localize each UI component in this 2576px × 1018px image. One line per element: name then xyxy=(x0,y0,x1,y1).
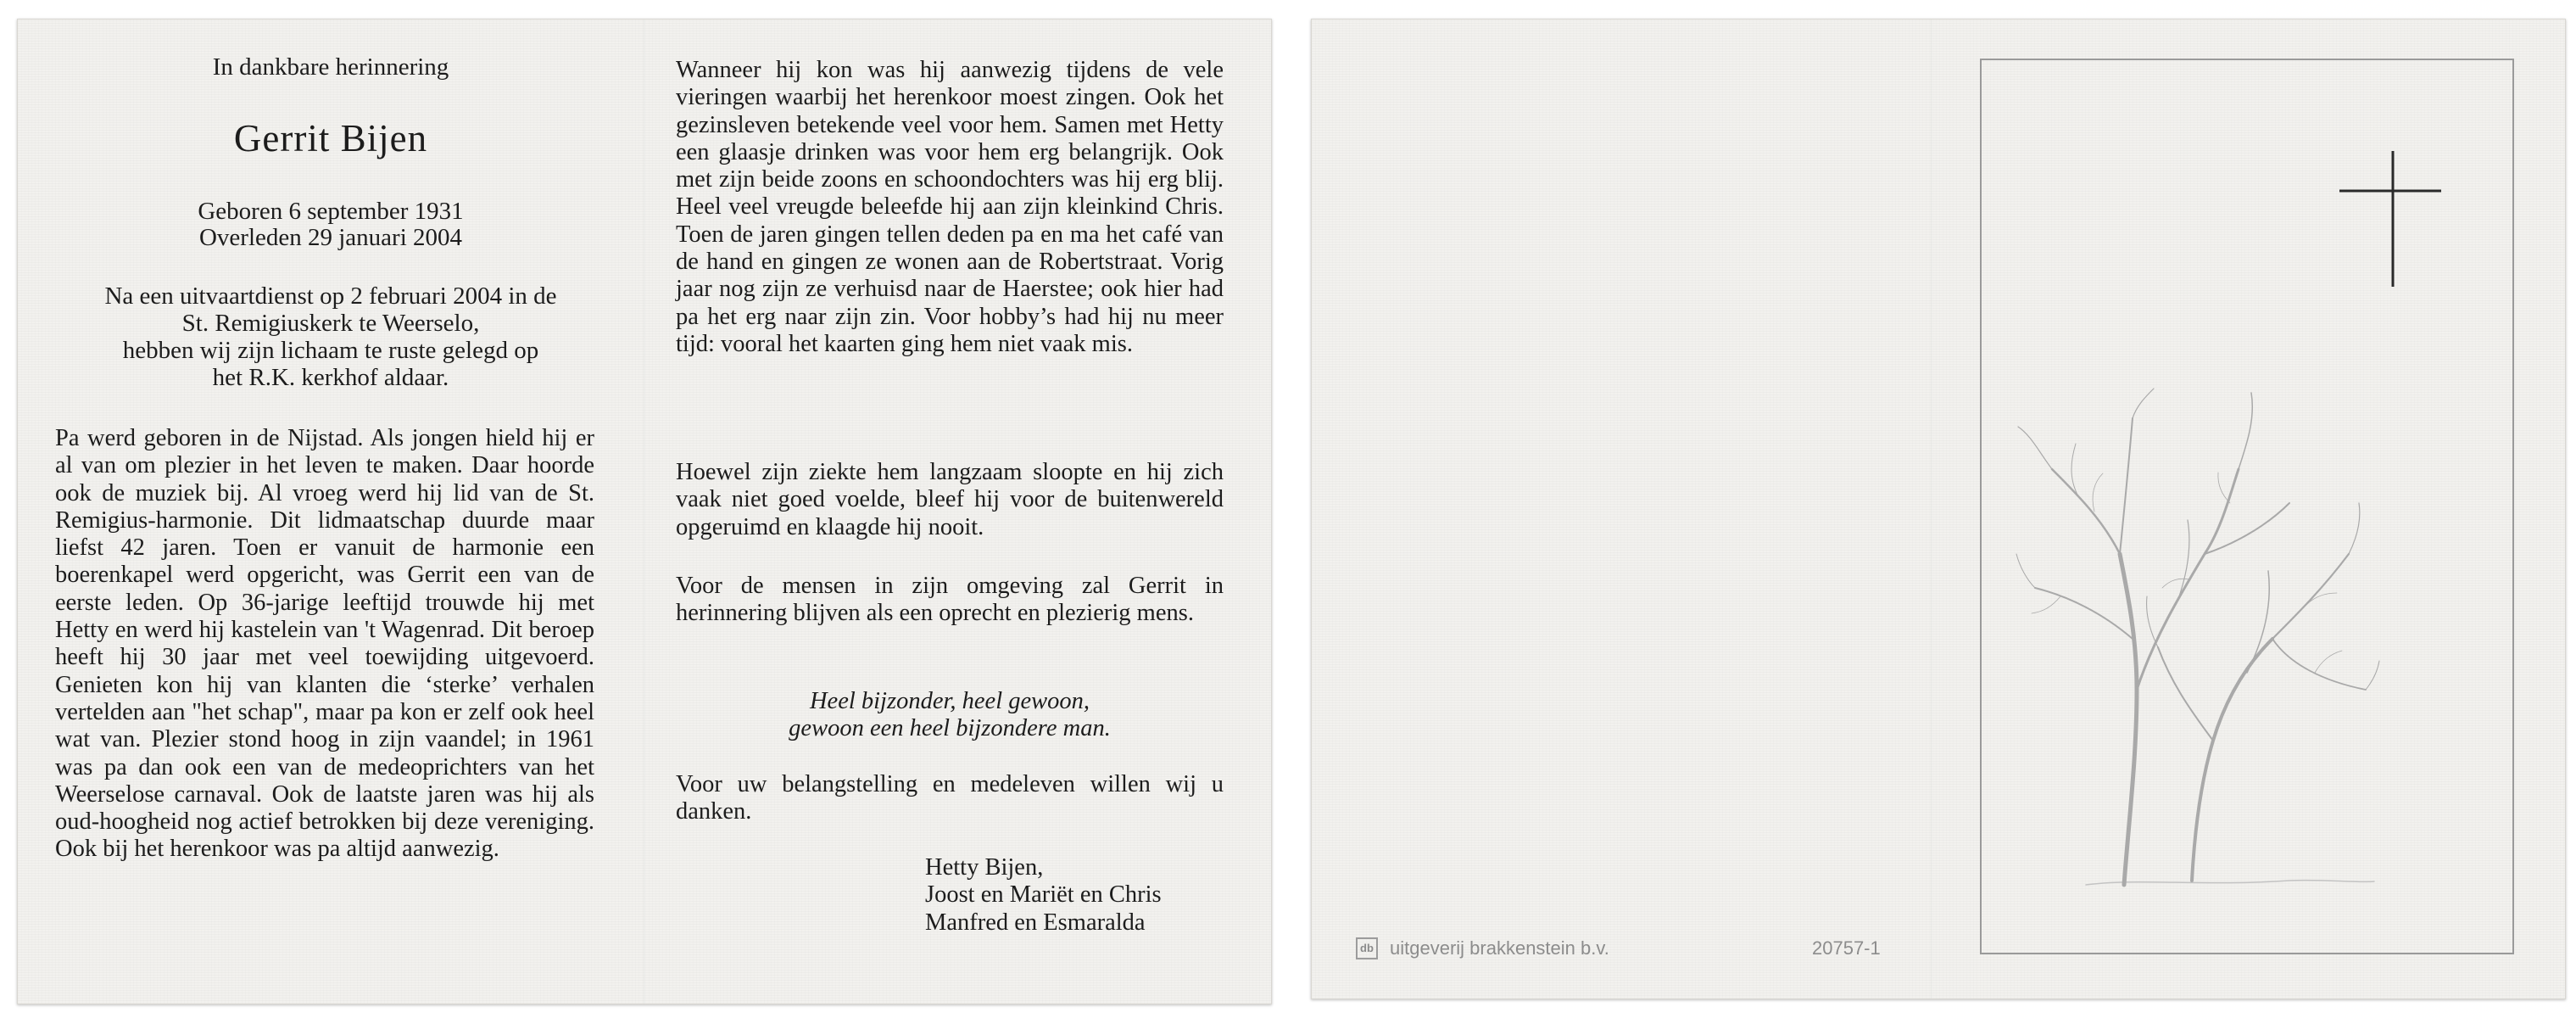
cross-icon xyxy=(2339,151,2441,287)
service-line: Na een uitvaartdienst op 2 februari 2004 in de xyxy=(104,282,557,310)
service-line: het R.K. kerkhof aldaar. xyxy=(212,364,449,391)
memorial-card-inside xyxy=(17,19,1272,1004)
thanks-paragraph: Voor uw belangstelling en medeleven willen wij u danken. xyxy=(676,771,1224,825)
deceased-name: Gerrit Bijen xyxy=(233,117,428,159)
memory-paragraph: Voor de mensen in zijn omgeving zal Gerrit in herinnering blijven als een oprecht en plezierig mens. xyxy=(676,573,1224,627)
intro-heading: In dankbare herinnering xyxy=(212,53,449,81)
signature-line: Joost en Mariët en Chris xyxy=(925,881,1162,909)
publisher-imprint xyxy=(1356,937,1609,959)
publisher-name: uitgeverij brakkenstein b.v. xyxy=(1390,937,1609,959)
motto-line: Heel bijzonder, heel gewoon, xyxy=(809,688,1090,714)
family-signature xyxy=(925,854,1162,937)
card-number: 20757-1 xyxy=(1812,937,1881,959)
life-story-paragraph: Pa werd geboren in de Nijstad. Als jongen hield hij er al van om plezier in het leven te maken. Daar hoorde ook de muziek bij. Al vroeg werd hij lid van de St. Remigius-harmonie. Dit lidmaatschap duurde maar liefst 42 jaren. Toen er vanuit de harmonie een boerenkapel werd opgericht, was Gerrit een van de eerste leden. Op 36-jarige leeftijd trouwde hij met Hetty en werd hij kastelein van 't Wagenrad. Dit beroep heeft hij 30 jaar met veel toewijding uitgevoerd. Genieten kon hij van klanten die ‘sterke’ verhalen vertelden aan "het schap", maar pa kon er zelf ook heel wat van. Plezier stond hoog in zijn vaandel; in 1961 was pa dan ook een van de medeoprichters van het Weerselose carnaval. Ook de laatste jaren was hij als oud-hoogheid nog actief betrokken bij deze vereniging. Ook bij het herenkoor was pa altijd aanwezig. xyxy=(55,425,594,863)
signature-line: Manfred en Esmaralda xyxy=(925,909,1146,936)
signature-line: Hetty Bijen, xyxy=(925,854,1044,881)
death-date: Overleden 29 januari 2004 xyxy=(198,224,463,251)
motto xyxy=(676,688,1224,743)
left-panel xyxy=(18,20,644,1004)
service-line: hebben wij zijn lichaam te ruste gelegd op xyxy=(122,337,539,364)
publisher-logo: db xyxy=(1356,937,1378,959)
motto-line: gewoon een heel bijzondere man. xyxy=(789,715,1111,742)
bare-trees-illustration xyxy=(2010,384,2383,910)
illness-paragraph: Hoewel zijn ziekte hem langzaam sloopte en hij zich vaak niet goed voelde, bleef hij voor de buitenwereld opgeruimd en klaagde hij nooit. xyxy=(676,459,1224,540)
service-line: St. Remigiuskerk te Weerselo, xyxy=(181,310,480,337)
family-life-paragraph: Wanneer hij kon was hij aanwezig tijdens de vele vieringen waarbij het herenkoor moest zingen. Ook het gezinsleven betekende veel voor hem. Samen met Hetty een glaasje drinken was voor hem erg belangrijk. Ook met zijn beide zoons en schoondochters was hij erg blij. Heel veel vreugde beleefde hij aan zijn kleinkind Chris. Toen de jaren gingen tellen deden pa en ma het café van de hand en gingen ze wonen aan de Robertstraat. Vorig jaar nog zijn ze verhuisd naar de Haerstee; ook hier had pa het erg naar zijn zin. Voor hobby’s had hij nu meer tijd: vooral het kaarten ging hem niet vaak mis. xyxy=(676,57,1224,357)
birth-date: Geboren 6 september 1931 xyxy=(198,198,464,225)
memorial-card-outside xyxy=(1311,19,2566,999)
card-fold xyxy=(1931,20,1932,998)
right-panel xyxy=(645,20,1271,1004)
